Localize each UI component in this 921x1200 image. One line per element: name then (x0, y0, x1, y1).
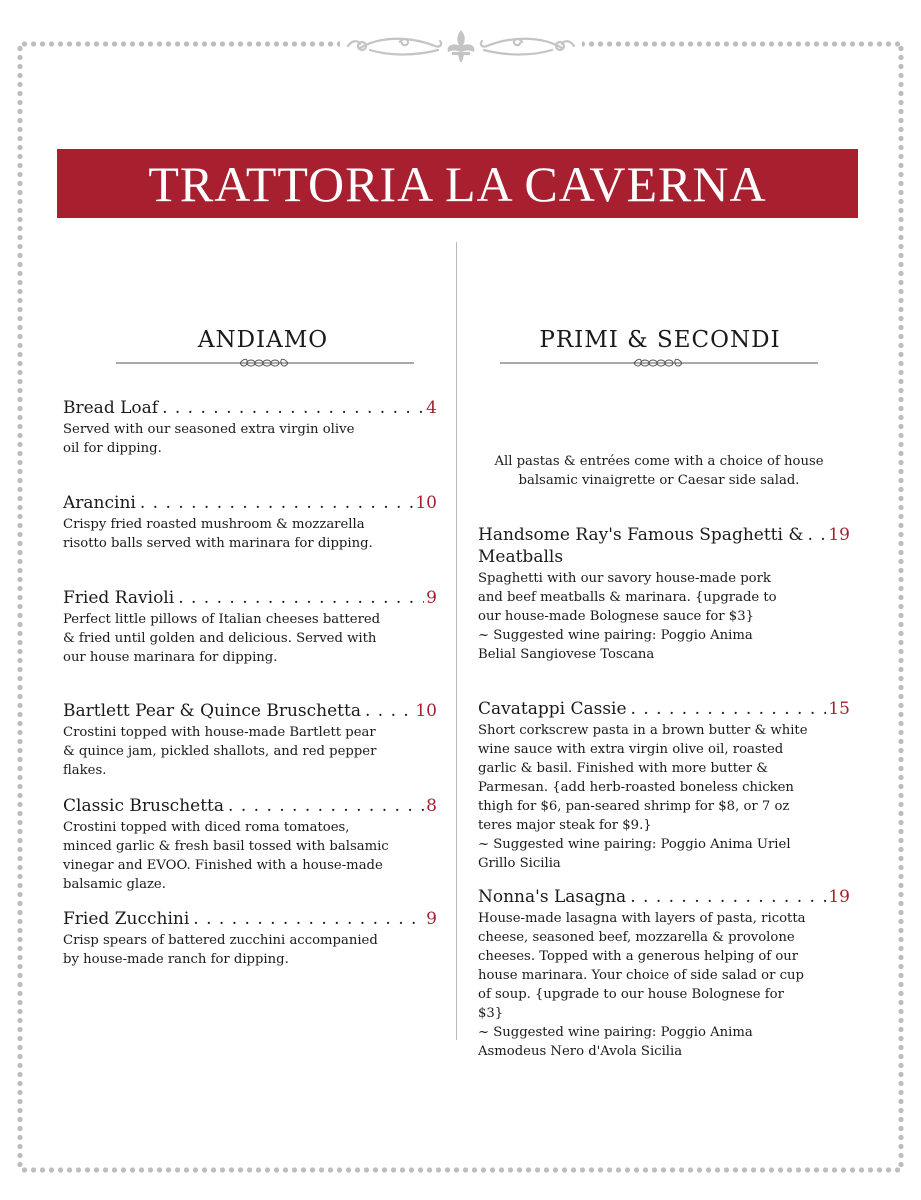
item-name: Fried Ravioli (63, 588, 175, 608)
fleur-de-lis-ornament-icon (340, 26, 582, 66)
item-price: 4 (426, 398, 437, 418)
item-description: Crispy fried roasted mushroom & mozzarella risotto balls served with marinara for dipping. (63, 517, 373, 551)
menu-item-bartlett-pear-bruschetta (63, 700, 437, 780)
menu-item-classic-bruschetta (63, 795, 437, 894)
menu-item-arancini (63, 492, 437, 553)
section-intro-note: All pastas & entrées come with a choice of house balsamic vinaigrette or Caesar side salad. (494, 454, 824, 488)
item-description: Served with our seasoned extra virgin olive oil for dipping. (63, 422, 355, 456)
item-name-continued: Meatballs (478, 547, 564, 567)
section-heading-andiamo: ANDIAMO (197, 327, 329, 353)
item-name: Classic Bruschetta (63, 796, 225, 816)
restaurant-name: TRATTORIA LA CAVERNA (148, 155, 767, 212)
menu-item-nonnas-lasagna (478, 886, 850, 1061)
item-name: Arancini (63, 493, 136, 513)
column-divider (456, 242, 457, 1040)
dot-leader (631, 698, 827, 720)
menu-item-fried-ravioli (63, 587, 437, 667)
restaurant-title-banner (57, 149, 858, 218)
item-description: Crostini topped with house-made Bartlett pear & quince jam, pickled shallots, and red pepper flakes. (63, 725, 377, 778)
section-heading-primi-secondi: PRIMI & SECONDI (539, 327, 781, 353)
item-name: Handsome Ray's Famous Spaghetti & (478, 525, 804, 545)
item-description: Perfect little pillows of Italian cheeses battered & fried until golden and delicious. Served with our house marinara for dipping. (63, 612, 381, 665)
item-description: Crisp spears of battered zucchini accompanied by house-made ranch for dipping. (63, 933, 378, 967)
menu-item-bread-loaf (63, 397, 437, 458)
dot-leader (807, 524, 826, 546)
dot-leader (140, 492, 414, 514)
menu-item-cavatappi-cassie (478, 698, 850, 873)
dot-leader (193, 908, 424, 930)
heading-rule-ornament-icon (116, 356, 414, 370)
menu-item-fried-zucchini (63, 908, 437, 969)
item-price: 10 (415, 493, 437, 513)
item-price: 9 (426, 588, 437, 608)
item-price: 19 (828, 525, 850, 545)
dot-leader (365, 700, 413, 722)
heading-rule-ornament-icon (500, 356, 818, 370)
menu-item-spaghetti-meatballs (478, 524, 850, 664)
item-price: 8 (426, 796, 437, 816)
item-name: Nonna's Lasagna (478, 887, 627, 907)
item-name: Bartlett Pear & Quince Bruschetta (63, 701, 361, 721)
item-name: Bread Loaf (63, 398, 159, 418)
dotted-border-right (897, 44, 905, 1170)
item-price: 10 (415, 701, 437, 721)
item-price: 19 (828, 887, 850, 907)
item-price: 15 (828, 699, 850, 719)
dot-leader (162, 397, 424, 419)
item-name: Fried Zucchini (63, 909, 190, 929)
item-description: Crostini topped with diced roma tomatoes, minced garlic & fresh basil tossed with balsamic vinegar and EVOO. Finished with a house-made balsamic glaze. (63, 820, 389, 892)
item-description: Short corkscrew pasta in a brown butter & white wine sauce with extra virgin olive oil, roasted garlic & basil. Finished with more butter & Parmesan. {add herb-roasted boneless chicken thigh for $6, pan-seared shrimp for $8, or 7 oz teres major steak for $9.} (478, 723, 808, 833)
item-description: Spaghetti with our savory house-made pork and beef meatballs & marinara. {upgrade to our house-made Bolognese sauce for $3} (478, 571, 777, 624)
dot-leader (178, 587, 424, 609)
dot-leader (630, 886, 826, 908)
item-price: 9 (426, 909, 437, 929)
wine-pairing: ~ Suggested wine pairing: Poggio Anima Asmodeus Nero d'Avola Sicilia (478, 1025, 753, 1059)
dotted-border-left (16, 44, 24, 1170)
dot-leader (228, 795, 424, 817)
wine-pairing: ~ Suggested wine pairing: Poggio Anima Belial Sangiovese Toscana (478, 628, 753, 662)
item-name: Cavatappi Cassie (478, 699, 627, 719)
dotted-border-bottom (20, 1166, 900, 1174)
item-description: House-made lasagna with layers of pasta, ricotta cheese, seasoned beef, mozzarella & provolone cheeses. Topped with a generous helping of our house marinara. Your choice of side salad or cup of soup. {upgrade to our house Bolognese for $3} (478, 911, 806, 1021)
wine-pairing: ~ Suggested wine pairing: Poggio Anima Uriel Grillo Sicilia (478, 837, 791, 871)
